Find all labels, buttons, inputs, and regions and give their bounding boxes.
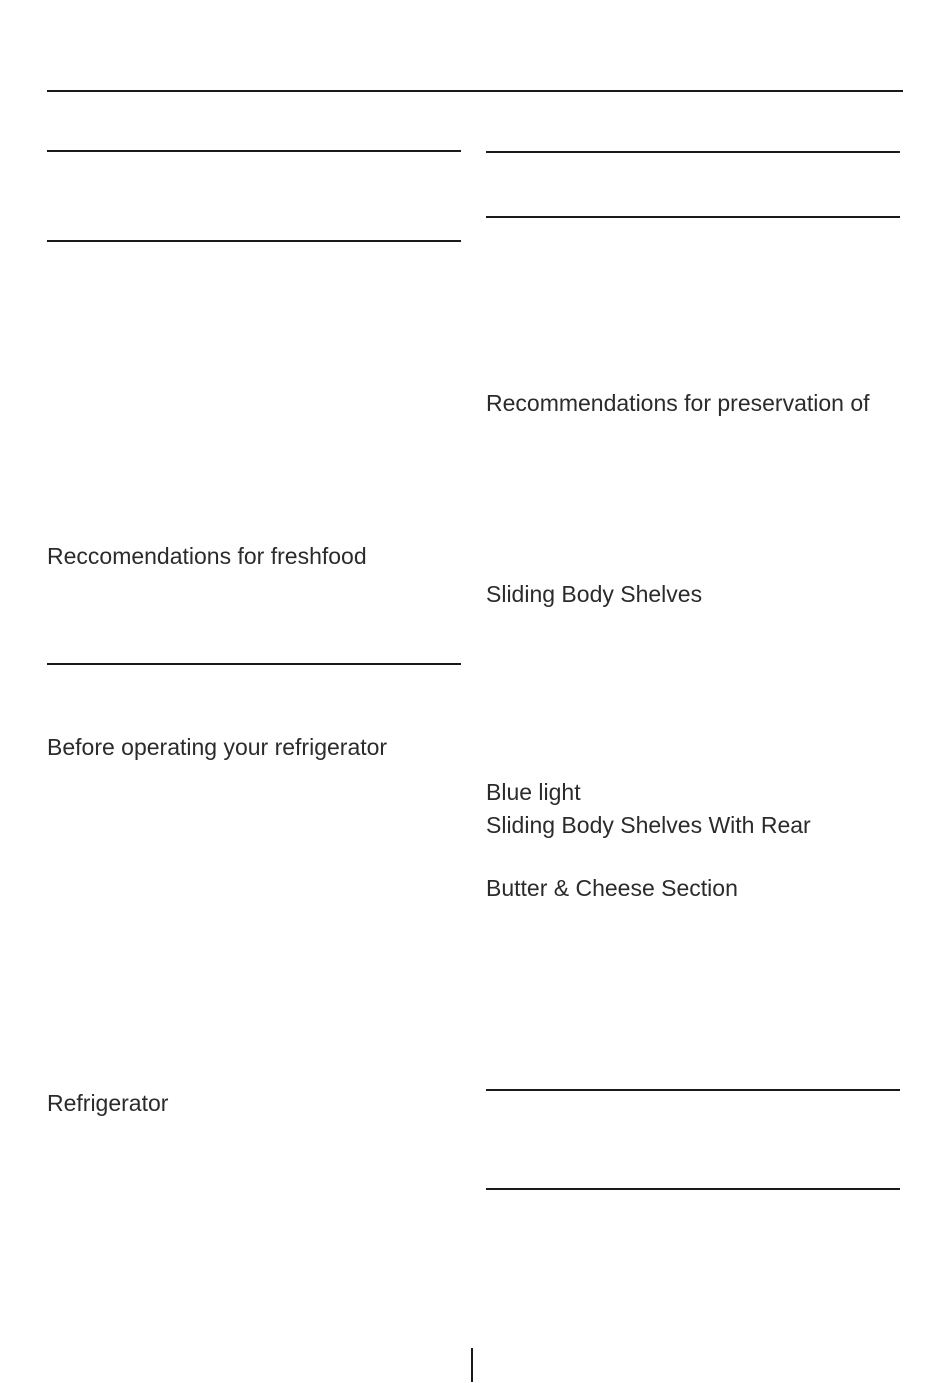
heading-butter-cheese: Butter & Cheese Section (486, 875, 738, 901)
heading-blue-light: Blue light (486, 779, 581, 805)
heading-preservation: Recommendations for preservation of (486, 390, 870, 416)
right-section-rule-3 (486, 1089, 900, 1091)
left-section-rule-2 (47, 240, 461, 242)
header-rule (47, 90, 903, 92)
left-section-rule-1 (47, 150, 461, 152)
page-marker (471, 1348, 473, 1382)
heading-freshfood: Reccomendations for freshfood (47, 543, 367, 569)
heading-before-operating: Before operating your refrigerator (47, 734, 388, 760)
right-section-rule-4 (486, 1188, 900, 1190)
right-section-rule-2 (486, 216, 900, 218)
left-section-rule-3 (47, 663, 461, 665)
heading-refrigerator: Refrigerator (47, 1090, 169, 1116)
right-section-rule-1 (486, 151, 900, 153)
heading-sliding-shelves-rear: Sliding Body Shelves With Rear (486, 812, 811, 838)
heading-sliding-shelves: Sliding Body Shelves (486, 581, 703, 607)
